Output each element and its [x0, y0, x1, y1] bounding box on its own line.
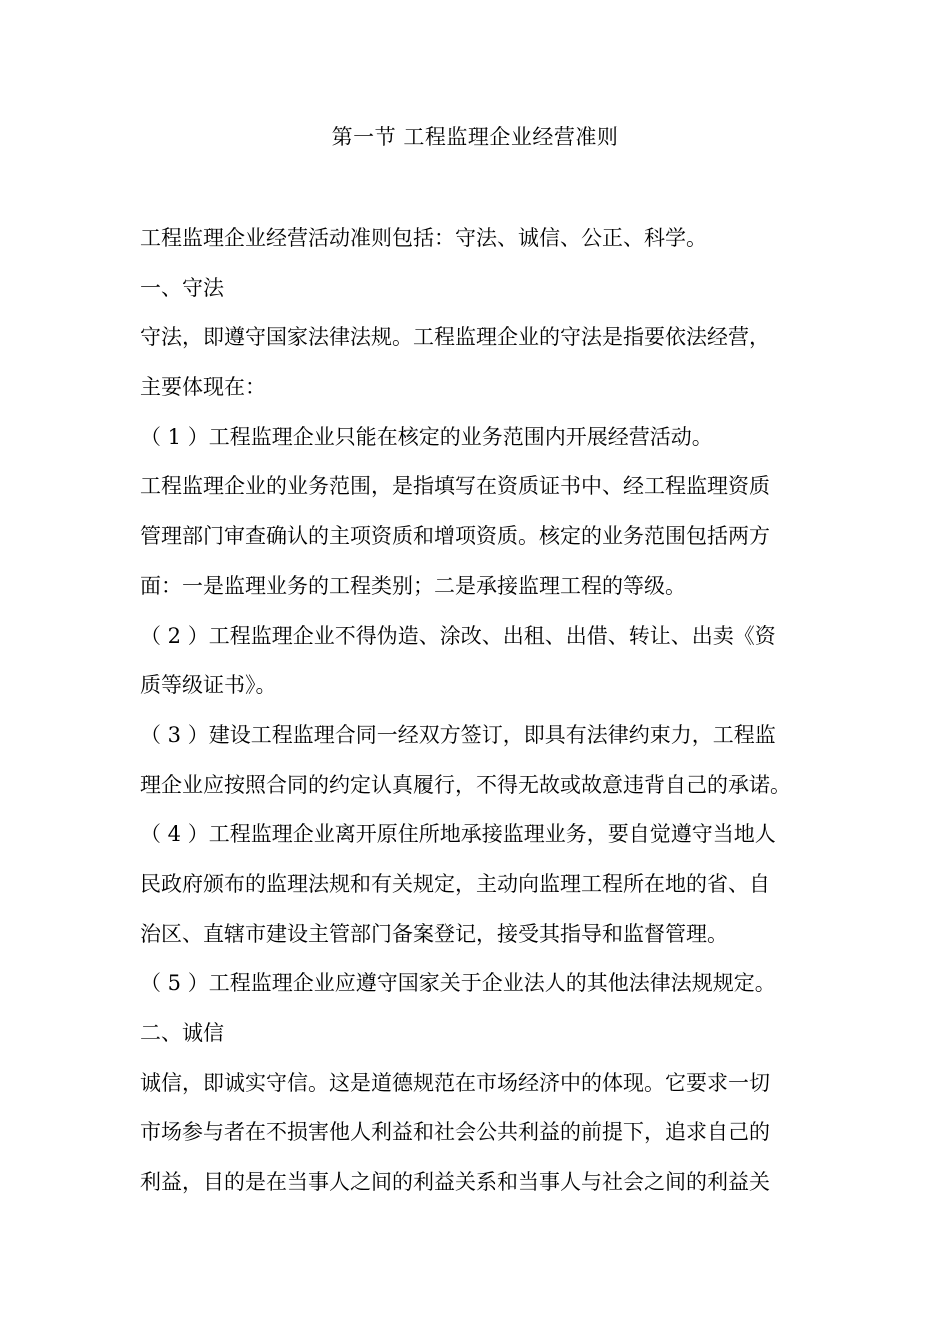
- list-item-4: （ 4 ）工程监理企业离开原住所地承接监理业务，要自觉遵守当地人: [140, 822, 776, 847]
- list-item-2: （ 2 ）工程监理企业不得伪造、涂改、出租、出借、转让、出卖《资: [140, 623, 776, 648]
- paragraph-line: 利益，目的是在当事人之间的利益关系和当事人与社会之间的利益关: [140, 1170, 770, 1195]
- list-item-5: （ 5 ）工程监理企业应遵守国家关于企业法人的其他法律法规规定。: [140, 971, 776, 996]
- paragraph-line: 理企业应按照合同的约定认真履行，不得无故或故意违背自己的承诺。: [140, 772, 791, 797]
- section-title: 第一节 工程监理企业经营准则: [331, 125, 619, 149]
- paragraph-line: 守法，即遵守国家法律法规。工程监理企业的守法是指要依法经营，: [140, 325, 770, 350]
- paragraph-line: 工程监理企业的业务范围，是指填写在资质证书中、经工程监理资质: [140, 474, 770, 499]
- section-heading-integrity: 二、诚信: [140, 1021, 224, 1045]
- paragraph-line: 主要体现在：: [140, 375, 266, 400]
- paragraph-line: 质等级证书》。: [140, 673, 277, 698]
- section-heading-law: 一、守法: [140, 275, 224, 300]
- paragraph-line: 治区、直辖市建设主管部门备案登记，接受其指导和监督管理。: [140, 921, 728, 946]
- paragraph-line: 民政府颁布的监理法规和有关规定，主动向监理工程所在地的省、自: [140, 871, 770, 896]
- paragraph-line: 管理部门审查确认的主项资质和增项资质。核定的业务范围包括两方: [140, 524, 770, 549]
- list-item-3: （ 3 ）建设工程监理合同一经双方签订，即具有法律约束力，工程监: [140, 722, 776, 747]
- document-body: [140, 226, 812, 1220]
- paragraph-line: 诚信，即诚实守信。这是道德规范在市场经济中的体现。它要求一切: [140, 1070, 770, 1095]
- paragraph-line: 面：一是监理业务的工程类别；二是承接监理工程的等级。: [140, 573, 686, 598]
- paragraph-line: 工程监理企业经营活动准则包括：守法、诚信、公正、科学。: [140, 226, 707, 250]
- list-item-1: （ 1 ）工程监理企业只能在核定的业务范围内开展经营活动。: [140, 424, 713, 449]
- paragraph-line: 市场参与者在不损害他人利益和社会公共利益的前提下，追求自己的: [140, 1120, 770, 1145]
